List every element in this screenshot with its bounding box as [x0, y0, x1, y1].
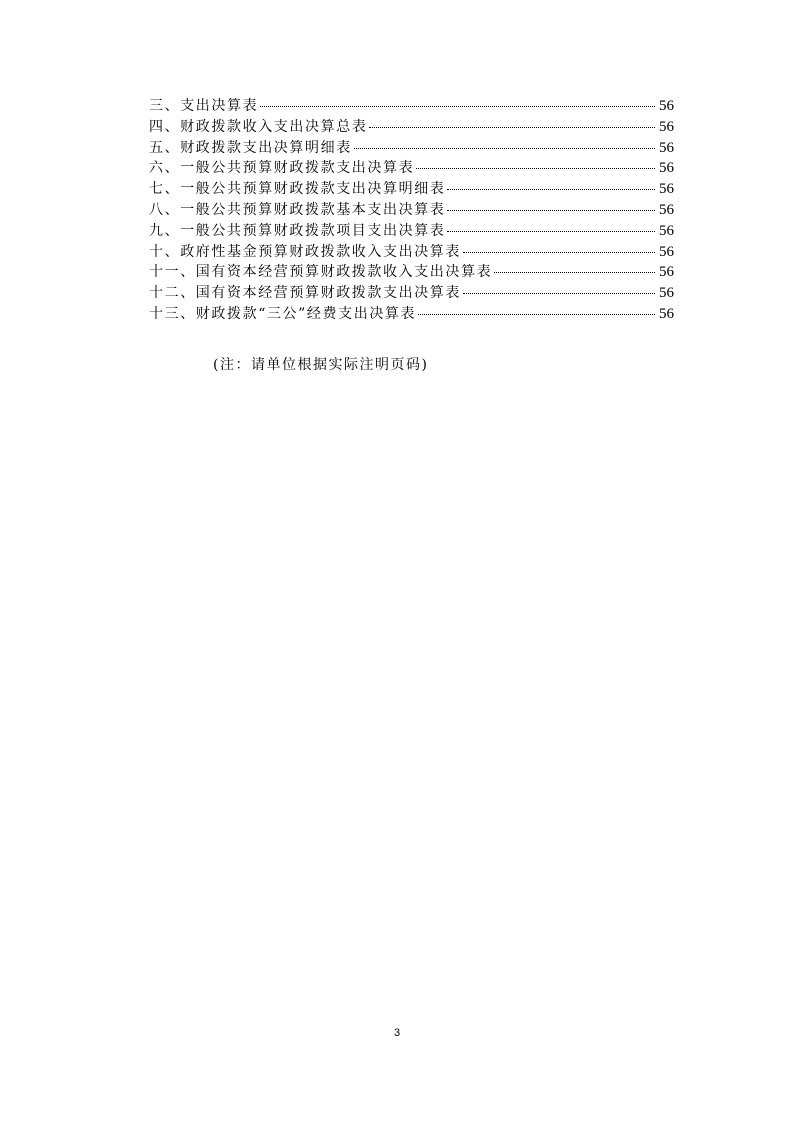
- toc-entry-title: 四、财政拨款收入支出决算总表: [149, 118, 368, 135]
- toc-leader-dots: [447, 210, 655, 211]
- toc-entry-title: 十三、财政拨款“三公”经费支出决算表: [149, 305, 417, 322]
- toc-entry-page: 56: [659, 243, 674, 260]
- toc-entry[interactable]: [149, 117, 674, 138]
- toc-leader-dots: [260, 106, 655, 107]
- toc-entry-title: 十、政府性基金预算财政拨款收入支出决算表: [149, 243, 461, 260]
- toc-leader-dots: [494, 272, 655, 273]
- toc-entry-page: 56: [659, 285, 674, 302]
- toc-entry[interactable]: [149, 221, 674, 242]
- toc-entry-title: 六、一般公共预算财政拨款支出决算表: [149, 160, 415, 177]
- toc-entry-page: 56: [659, 118, 674, 135]
- toc-entry[interactable]: [149, 179, 674, 200]
- toc-entry[interactable]: [149, 283, 674, 304]
- toc-leader-dots: [463, 293, 655, 294]
- toc-entry-title: 三、支出决算表: [149, 98, 259, 114]
- toc-entry-page: 56: [659, 181, 674, 198]
- toc-leader-dots: [369, 127, 655, 128]
- toc-entry[interactable]: [149, 158, 674, 179]
- toc-entry-title: 五、财政拨款支出决算明细表: [149, 139, 352, 156]
- toc-leader-dots: [463, 252, 655, 253]
- toc-entry[interactable]: [149, 96, 674, 117]
- toc-entry-title: 十一、国有资本经营预算财政拨款收入支出决算表: [149, 264, 493, 281]
- toc-entry-page: 56: [659, 201, 674, 218]
- footer-page-number: 3: [393, 1027, 401, 1039]
- toc-leader-dots: [416, 168, 655, 169]
- toc-leader-dots: [418, 314, 655, 315]
- toc-entry-page: 56: [659, 98, 674, 114]
- toc-entry[interactable]: [149, 200, 674, 221]
- toc-entry-page: 56: [659, 264, 674, 281]
- toc-entry[interactable]: [149, 304, 674, 325]
- toc-leader-dots: [447, 231, 655, 232]
- page-number-note: (注：请单位根据实际注明页码): [213, 357, 429, 373]
- toc-entry[interactable]: [149, 138, 674, 159]
- toc-entry-page: 56: [659, 160, 674, 177]
- toc-entry-title: 十二、国有资本经营预算财政拨款支出决算表: [149, 285, 461, 302]
- toc-entry[interactable]: [149, 262, 674, 283]
- toc-leader-dots: [354, 148, 655, 149]
- toc-entry-page: 56: [659, 305, 674, 322]
- toc-entry[interactable]: [149, 242, 674, 263]
- toc-leader-dots: [447, 189, 655, 190]
- toc-entry-title: 八、一般公共预算财政拨款基本支出决算表: [149, 201, 446, 218]
- table-of-contents: [149, 96, 674, 325]
- toc-entry-page: 56: [659, 139, 674, 156]
- toc-entry-title: 七、一般公共预算财政拨款支出决算明细表: [149, 181, 446, 198]
- toc-entry-page: 56: [659, 222, 674, 239]
- toc-entry-title: 九、一般公共预算财政拨款项目支出决算表: [149, 222, 446, 239]
